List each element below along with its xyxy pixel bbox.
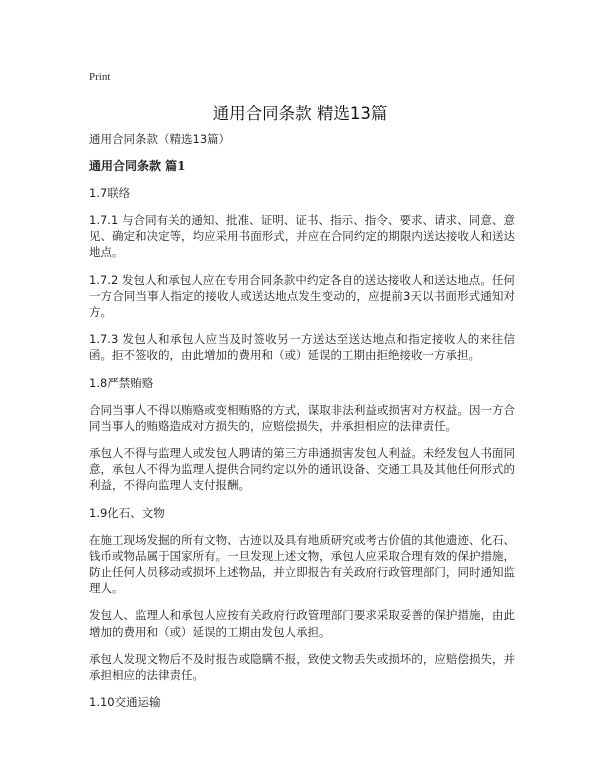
- paragraph-1-9-c: 承包人发现文物后不及时报告或隐瞒不报，致使文物丢失或损坏的，应赔偿损失，并承担相应的法律责任。: [89, 651, 515, 683]
- paragraph-1-7-1: 1.7.1 与合同有关的通知、批准、证明、证书、指示、指令、要求、请求、同意、意见、确定和决定等，均应采用书面形式，并应在合同约定的期限内送达接收人和送达地点。: [89, 213, 515, 260]
- document-body: [89, 131, 515, 721]
- paragraph-1-7-2: 1.7.2 发包人和承包人应在专用合同条款中约定各自的送达接收人和送达地点。任何一方合同当事人指定的接收人或送达地点发生变动的，应提前3天以书面形式通知对方。: [89, 272, 515, 320]
- document-title: 通用合同条款 精选13篇: [212, 104, 388, 123]
- print-link[interactable]: Print: [89, 71, 111, 83]
- paragraph-1-8-b: 承包人不得与监理人或发包人聘请的第三方串通损害发包人利益。未经发包人书面同意，承包人不得为监理人提供合同约定以外的通讯设备、交通工具及其他任何形式的利益，不得向监理人支付报酬。: [89, 446, 515, 493]
- clause-heading-1-7: 1.7联络: [89, 186, 131, 200]
- paragraph-1-9-b: 发包人、监理人和承包人应按有关政府行政管理部门要求采取妥善的保护措施，由此增加的费用和（或）延误的工期由发包人承担。: [89, 608, 515, 639]
- clause-heading-1-9: 1.9化石、文物: [89, 505, 165, 520]
- clause-heading-1-10: 1.10交通运输: [89, 695, 161, 710]
- document-subtitle: 通用合同条款（精选13篇）: [89, 132, 231, 146]
- paragraph-1-7-3: 1.7.3 发包人和承包人应当及时签收另一方送达至送达地点和指定接收人的来往信函。拒不签收的，由此增加的费用和（或）延误的工期由拒绝接收一方承担。: [89, 332, 515, 363]
- paragraph-1-9-a: 在施工现场发掘的所有文物、古迹以及具有地质研究或考古价值的其他遗迹、化石、钱币或物品属于国家所有。一旦发现上述文物，承包人应采取合理有效的保护措施，防止任何人员移动或损坏上述物品，并立即报告有关政府行政管理部门，同时通知监理人。: [89, 532, 515, 596]
- clause-heading-1-8: 1.8严禁贿赂: [89, 375, 154, 390]
- paragraph-1-8-a: 合同当事人不得以贿赂或变相贿赂的方式，谋取非法利益或损害对方权益。因一方合同当事人的贿赂造成对方损失的，应赔偿损失，并承担相应的法律责任。: [89, 402, 515, 433]
- section-title: 通用合同条款 篇1: [89, 159, 186, 173]
